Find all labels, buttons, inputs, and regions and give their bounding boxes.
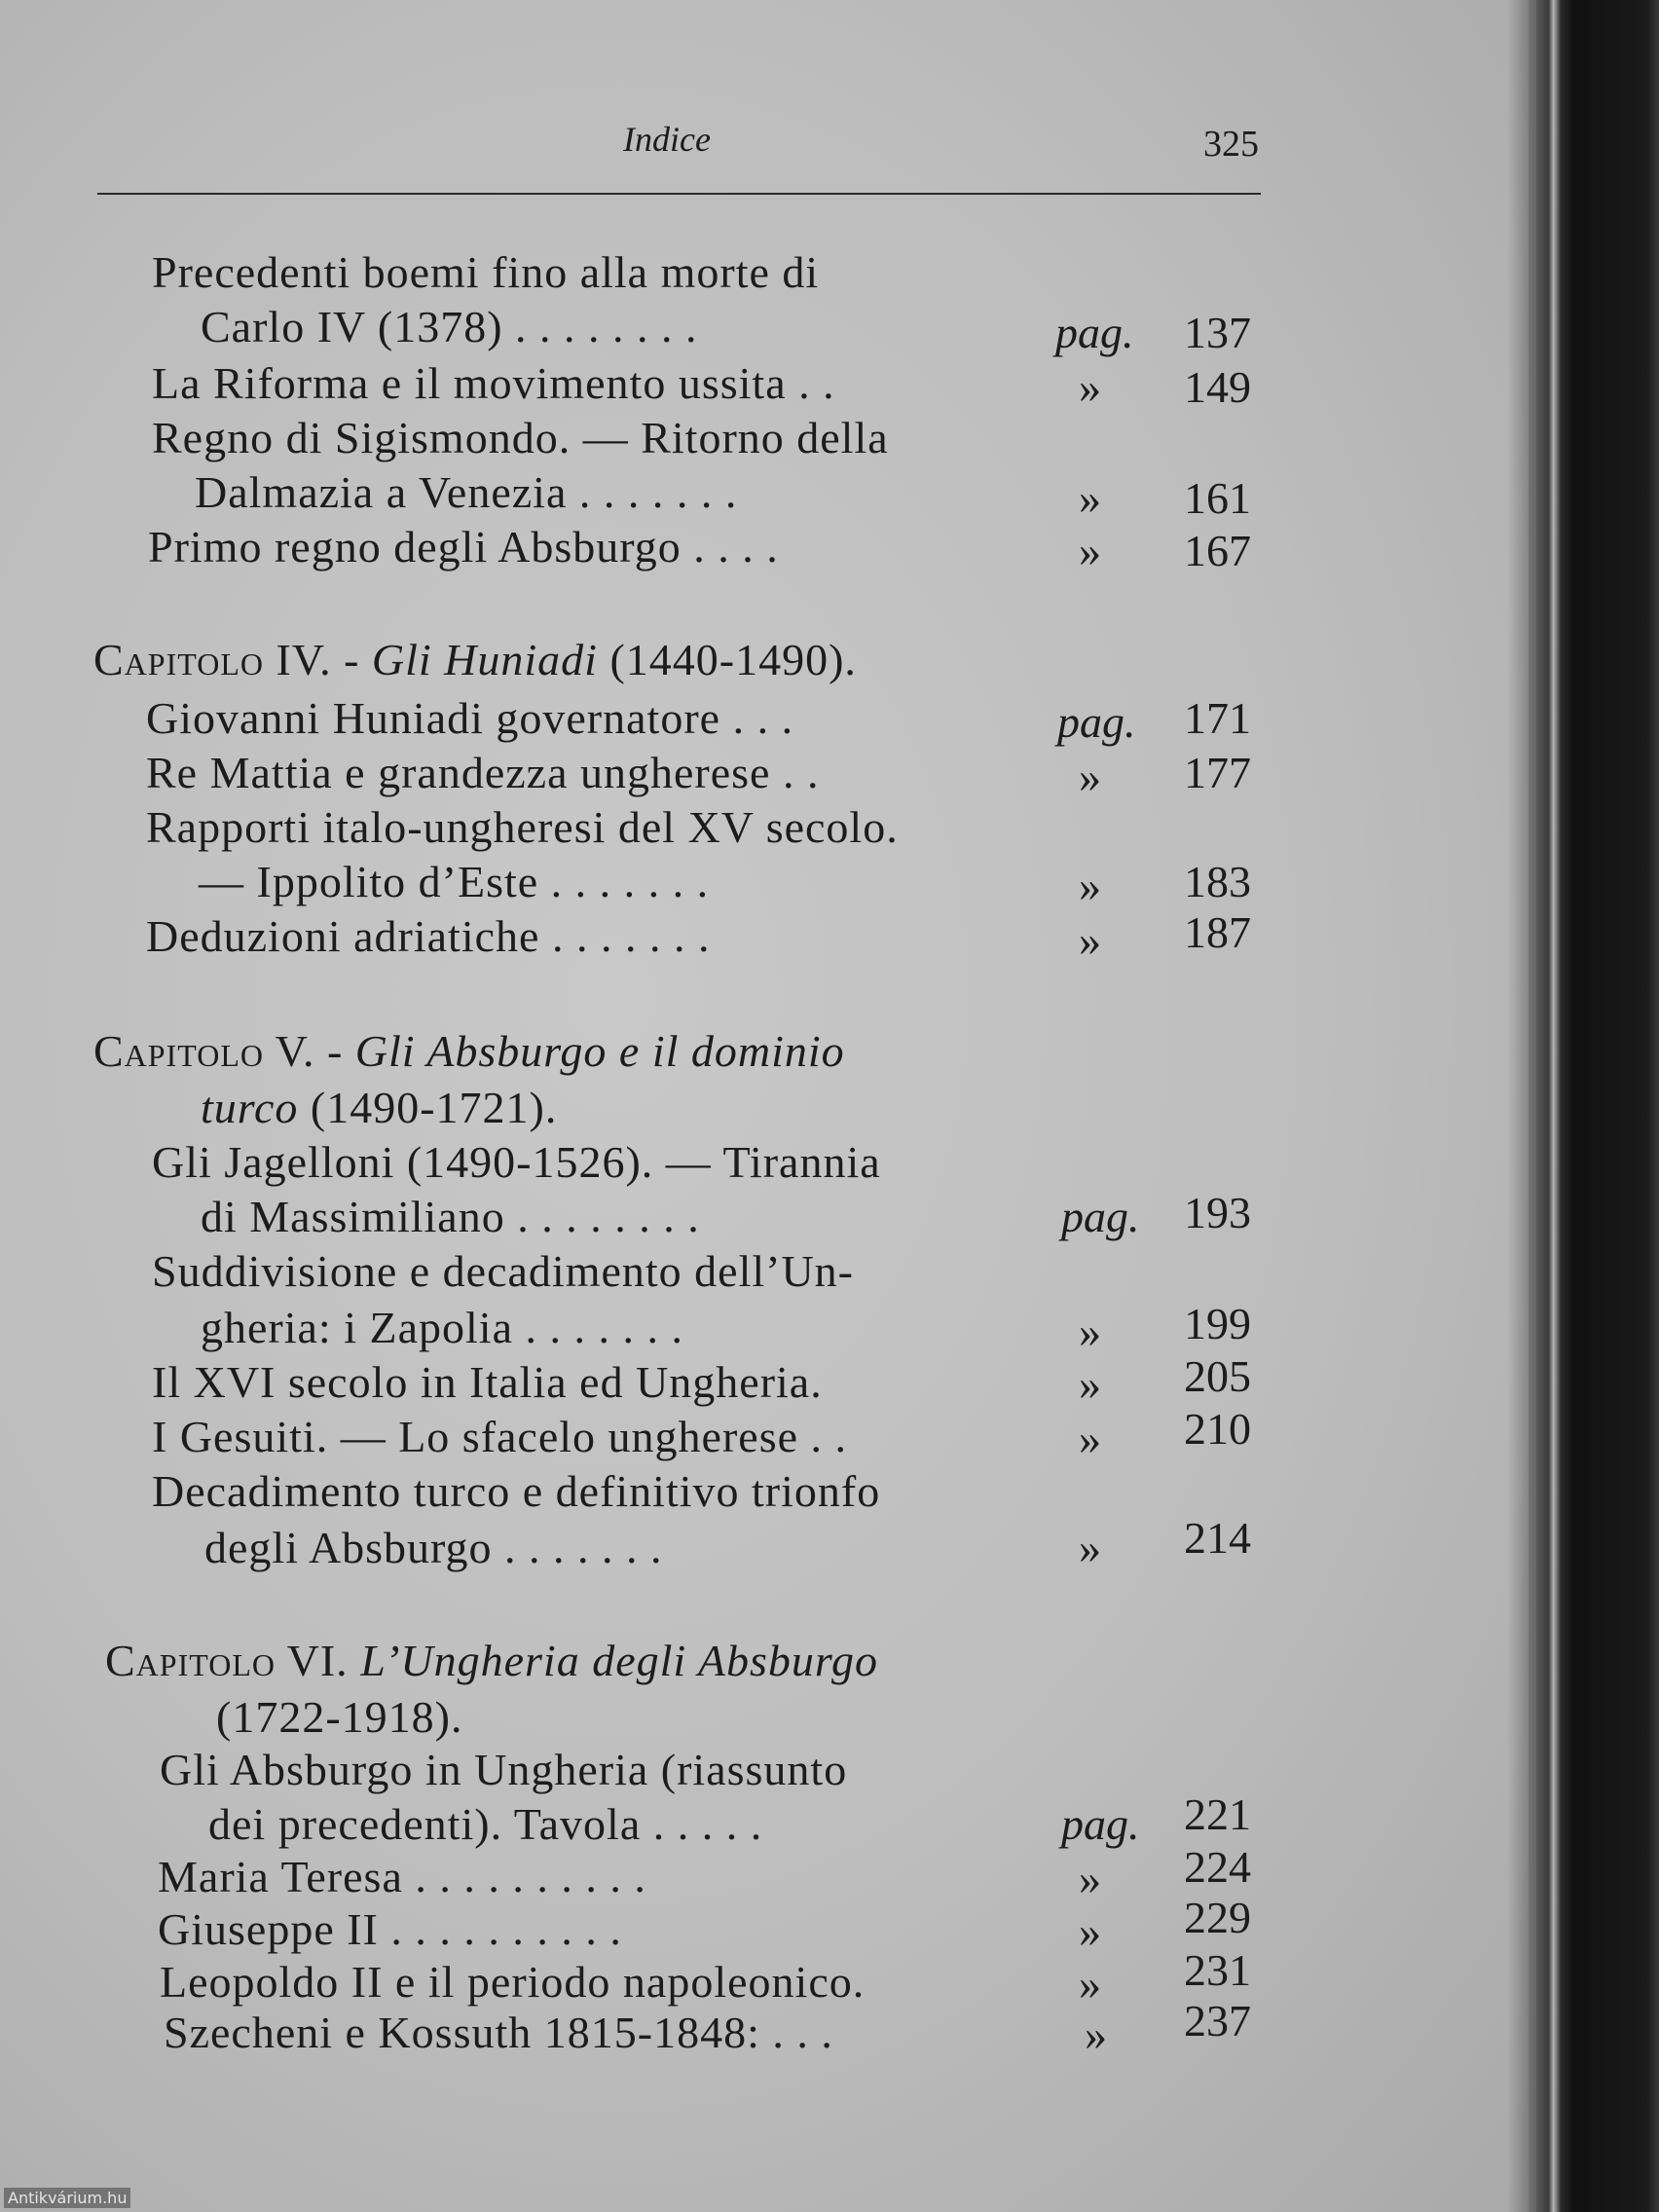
toc-entry-text: Suddivisione e decadimento dell’Un- (152, 1246, 855, 1296)
toc-page-number: 167 (1184, 526, 1251, 575)
toc-entry-text: Carlo IV (1378) . . . . . . . . (201, 302, 698, 351)
toc-page-ref: » (1079, 1359, 1101, 1409)
watermark: Antikvárium.hu (4, 2188, 130, 2208)
toc-entry-text: — Ippolito d’Este . . . . . . . (199, 857, 710, 906)
toc-page-number: 137 (1184, 308, 1251, 357)
toc-page-number: 171 (1184, 693, 1251, 743)
toc-page-ref: » (1079, 1959, 1101, 2009)
toc-page-number: 161 (1184, 473, 1251, 523)
toc-page-number: 193 (1184, 1188, 1251, 1237)
toc-page-number: 205 (1184, 1351, 1251, 1401)
toc-page-ref: » (1079, 1854, 1101, 1903)
chapter-years: (1722-1918). (216, 1692, 463, 1742)
chapter-heading (93, 633, 857, 687)
toc-page-number: 149 (1184, 362, 1251, 412)
toc-entry-text: di Massimiliano . . . . . . . . (201, 1192, 700, 1241)
toc-entry-text: gheria: i Zapolia . . . . . . . (201, 1303, 683, 1352)
toc-entry-text: Giovanni Huniadi governatore . . . (146, 693, 794, 743)
chapter-years: (1440-1490). (609, 635, 857, 684)
toc-entry-text: Re Mattia e grandezza ungherese . . (146, 748, 820, 797)
toc-page-number: 177 (1184, 748, 1251, 797)
toc-entry-text: Decadimento turco e definitivo trionfo (152, 1466, 881, 1516)
chapter-heading (93, 1024, 845, 1079)
toc-page-ref: pag. (1055, 308, 1134, 357)
toc-page-ref: » (1079, 861, 1101, 910)
chapter-title: Gli Huniadi (371, 635, 598, 684)
toc-page-number: 224 (1184, 1842, 1251, 1892)
toc-page-number: 183 (1184, 857, 1251, 906)
toc-entry-text: Dalmazia a Venezia . . . . . . . (195, 467, 738, 517)
toc-entry-text: Rapporti italo-ungheresi del XV secolo. (146, 802, 899, 852)
toc-page-number: 237 (1184, 1996, 1251, 2046)
toc-page-ref: » (1079, 1307, 1101, 1356)
toc-page-ref: » (1085, 2009, 1107, 2059)
toc-entry-text: Primo regno degli Absburgo . . . . (148, 522, 779, 571)
chapter-label: Capitolo V. - (93, 1026, 344, 1076)
toc-entry-text: Giuseppe II . . . . . . . . . . (158, 1904, 622, 1954)
toc-entry-text: Gli Jagelloni (1490-1526). — Tirannia (152, 1137, 881, 1187)
chapter-title: L’Ungheria degli Absburgo (360, 1636, 879, 1685)
chapter-heading (105, 1634, 878, 1688)
book-binding (1536, 0, 1659, 2212)
toc-entry-text: Il XVI secolo in Italia ed Ungheria. (152, 1357, 823, 1407)
toc-entry-text: Szecheni e Kossuth 1815-1848: . . . (164, 2008, 833, 2057)
toc-page-number: 221 (1184, 1789, 1251, 1839)
toc-page-ref: » (1079, 526, 1101, 575)
toc-page-number: 231 (1184, 1945, 1251, 1995)
toc-page-number: 187 (1184, 907, 1251, 957)
chapter-heading-cont (201, 1081, 557, 1135)
chapter-title: turco (201, 1083, 299, 1132)
toc-entry-text: La Riforma e il movimento ussita . . (152, 358, 835, 408)
toc-entry-text: I Gesuiti. — Lo sfacelo ungherese . . (152, 1412, 848, 1461)
toc-page-ref: » (1079, 473, 1101, 523)
toc-entry-text: dei precedenti). Tavola . . . . . (208, 1799, 763, 1849)
toc-entry-text: Maria Teresa . . . . . . . . . . (158, 1852, 646, 1901)
toc-page-ref: pag. (1061, 1799, 1140, 1849)
chapter-label: Capitolo IV. - (93, 635, 360, 684)
toc-page-ref: » (1079, 752, 1101, 801)
toc-entry-text: Regno di Sigismondo. — Ritorno della (152, 413, 889, 462)
toc-page-ref: pag. (1057, 697, 1136, 747)
toc-page-number: 210 (1184, 1404, 1251, 1454)
toc-page-number: 229 (1184, 1893, 1251, 1942)
toc-entry-text: degli Absburgo . . . . . . . (204, 1523, 663, 1572)
toc-page-ref: » (1079, 915, 1101, 965)
toc-page-ref: » (1079, 362, 1101, 412)
toc-entry-text: Deduzioni adriatiche . . . . . . . (146, 911, 711, 961)
running-title: Indice (623, 120, 711, 159)
chapter-title: Gli Absburgo e il dominio (354, 1026, 845, 1076)
toc-page-ref: » (1079, 1906, 1101, 1956)
toc-page-number: 214 (1184, 1513, 1251, 1563)
toc-page-ref: » (1079, 1523, 1101, 1572)
chapter-years: (1490-1721). (310, 1083, 558, 1132)
toc-entry-text: Leopoldo II e il periodo napoleonico. (160, 1957, 866, 2007)
toc-page-number: 199 (1184, 1299, 1251, 1348)
page-number: 325 (1203, 124, 1259, 165)
toc-entry-text: Precedenti boemi fino alla morte di (152, 247, 820, 297)
toc-page-ref: » (1079, 1414, 1101, 1463)
chapter-heading-cont (216, 1690, 462, 1745)
toc-page-ref: pag. (1061, 1192, 1140, 1241)
toc-entry-text: Gli Absburgo in Ungheria (riassunto (160, 1745, 848, 1794)
chapter-label: Capitolo VI. (105, 1636, 349, 1685)
